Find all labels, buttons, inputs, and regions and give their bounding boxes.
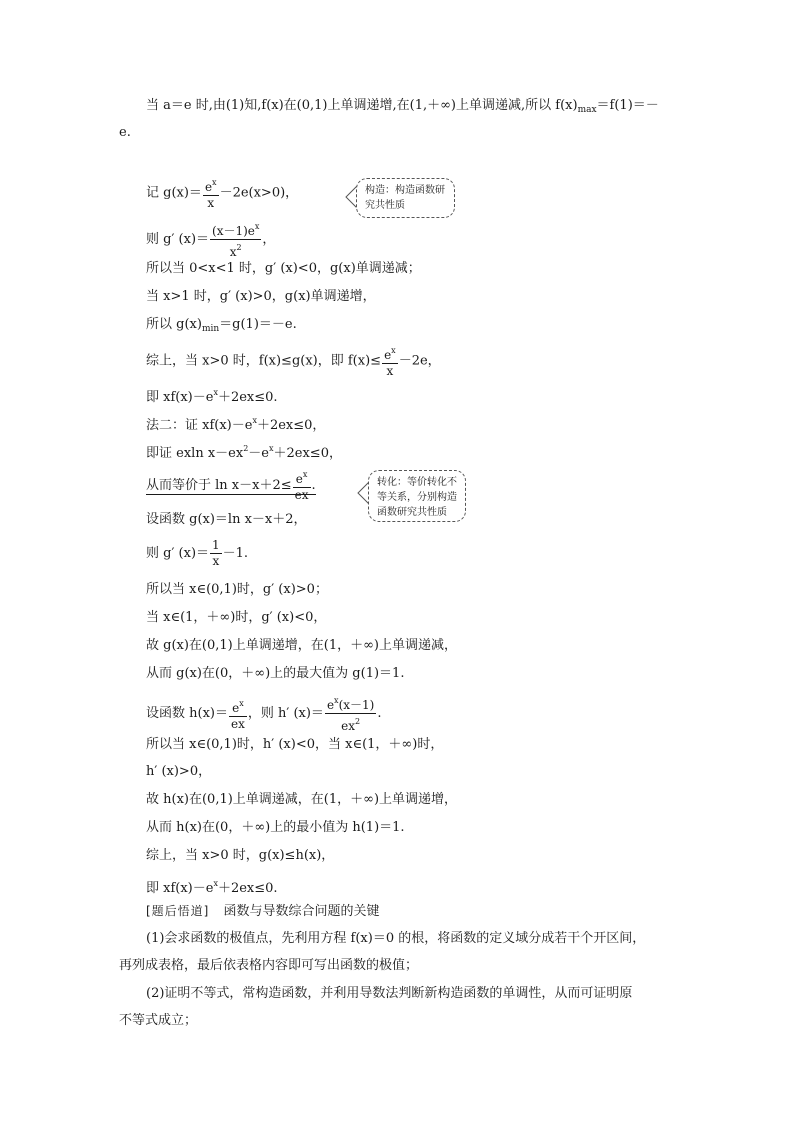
- fraction: $\frac{e^x(x-1)}{ex^2}$: [326, 696, 375, 733]
- formula-line: 从而等价于 ln x－x＋2≤ $\frac{e^x}{ex}$ .: [146, 470, 316, 502]
- fraction: $\frac{e^x}{x}$: [384, 346, 396, 378]
- text-line: 所以 $g(x)_{min}=g(1)=-e$.: [146, 317, 297, 334]
- text-line: h′ (x)>0，: [146, 764, 212, 779]
- text-line: 综上，当 x>0 时，g(x)≤h(x)，: [146, 848, 335, 863]
- text-line: (1)会求函数的极值点，先利用方程 f(x)＝0 的根，将函数的定义域分成若干个开区间，: [146, 931, 646, 946]
- fraction: $\frac{1}{x}$: [212, 538, 220, 568]
- text-line: 即 $xf(x)-e^x+2ex\le 0$.: [146, 388, 278, 405]
- text-line: 当 a＝e 时,由(1)知,f(x)在(0,1)上单调递增,在(1,＋∞)上单调递减,所以 $f(x)_{max}=f(1)=-$: [146, 98, 659, 115]
- text-line: 故 g(x)在(0,1)上单调递增，在(1，＋∞)上单调递减，: [146, 638, 457, 653]
- text-line: e.: [119, 125, 131, 140]
- text-line: 当 x>1 时，g′ (x)>0，g(x)单调递增，: [146, 289, 376, 304]
- text-line: 再列成表格，最后依表格内容即可写出函数的极值；: [119, 958, 419, 973]
- text-line: 法二：证 $xf(x)-e^x+2ex\le 0$，: [146, 416, 326, 433]
- text-line: 当 x∈(1，＋∞)时，g′ (x)<0，: [146, 610, 327, 625]
- text-line: 所以当 x∈(0,1)时，h′ (x)<0，当 x∈(1，＋∞)时，: [146, 737, 444, 752]
- formula-line: 记 g(x)＝ $\frac{e^x}{x}$ －2e(x>0)，: [146, 178, 299, 210]
- formula-line: 则 g′ (x)＝ $\frac{1}{x}$ －1.: [146, 538, 249, 568]
- annotation-note: 构造：构造函数研 究共性质: [356, 178, 455, 218]
- annotation-note: 转化：等价转化不 等关系，分别构造 函数研究共性质: [368, 470, 466, 522]
- fraction: $\frac{e^x}{x}$: [204, 178, 217, 210]
- formula-line: 则 g′ (x)＝ $\frac{(x-1)e^x}{x^2}$ ，: [146, 222, 276, 259]
- text-line: 所以当 0<x<1 时，g′ (x)<0，g(x)单调递减；: [146, 261, 421, 276]
- section-tag: [题后悟道]: [146, 904, 210, 918]
- text-line: 所以当 x∈(0,1)时，g′ (x)>0；: [146, 582, 328, 597]
- text-line: 设函数 g(x)＝ln x－x＋2，: [146, 512, 307, 527]
- text-line: 即 $xf(x)-e^x+2ex\le 0$.: [146, 879, 278, 896]
- fraction: $\frac{e^x}{ex}$: [230, 698, 245, 731]
- formula-line: 设函数 h(x)＝ $\frac{e^x}{ex}$ ，则 h′ (x)＝ $\frac{e^x(x-1)}{ex^2}$ .: [146, 696, 382, 733]
- fraction: $\frac{(x-1)e^x}{x^2}$: [212, 222, 260, 259]
- text-line: (2)证明不等式，常构造函数，并利用导数法判断新构造函数的单调性，从而可证明原: [146, 986, 633, 1001]
- text-line: 从而 g(x)在(0，＋∞)上的最大值为 g(1)＝1.: [146, 666, 405, 681]
- section-heading: [题后悟道] 函数与导数综合问题的关键: [146, 904, 380, 919]
- text-line: 故 h(x)在(0,1)上单调递减，在(1，＋∞)上单调递增，: [146, 792, 458, 807]
- text-line: 即证 exln $x-ex^2-e^x+2ex\le 0$，: [146, 444, 342, 461]
- formula-line: 综上，当 x>0 时，f(x)≤g(x)，即 f(x)≤ $\frac{e^x}{x}$ －2e，: [146, 346, 441, 378]
- text-line: 从而 h(x)在(0，＋∞)上的最小值为 h(1)＝1.: [146, 820, 405, 835]
- text-line: 不等式成立；: [119, 1013, 198, 1028]
- fraction: $\frac{e^x}{ex}$: [294, 470, 309, 502]
